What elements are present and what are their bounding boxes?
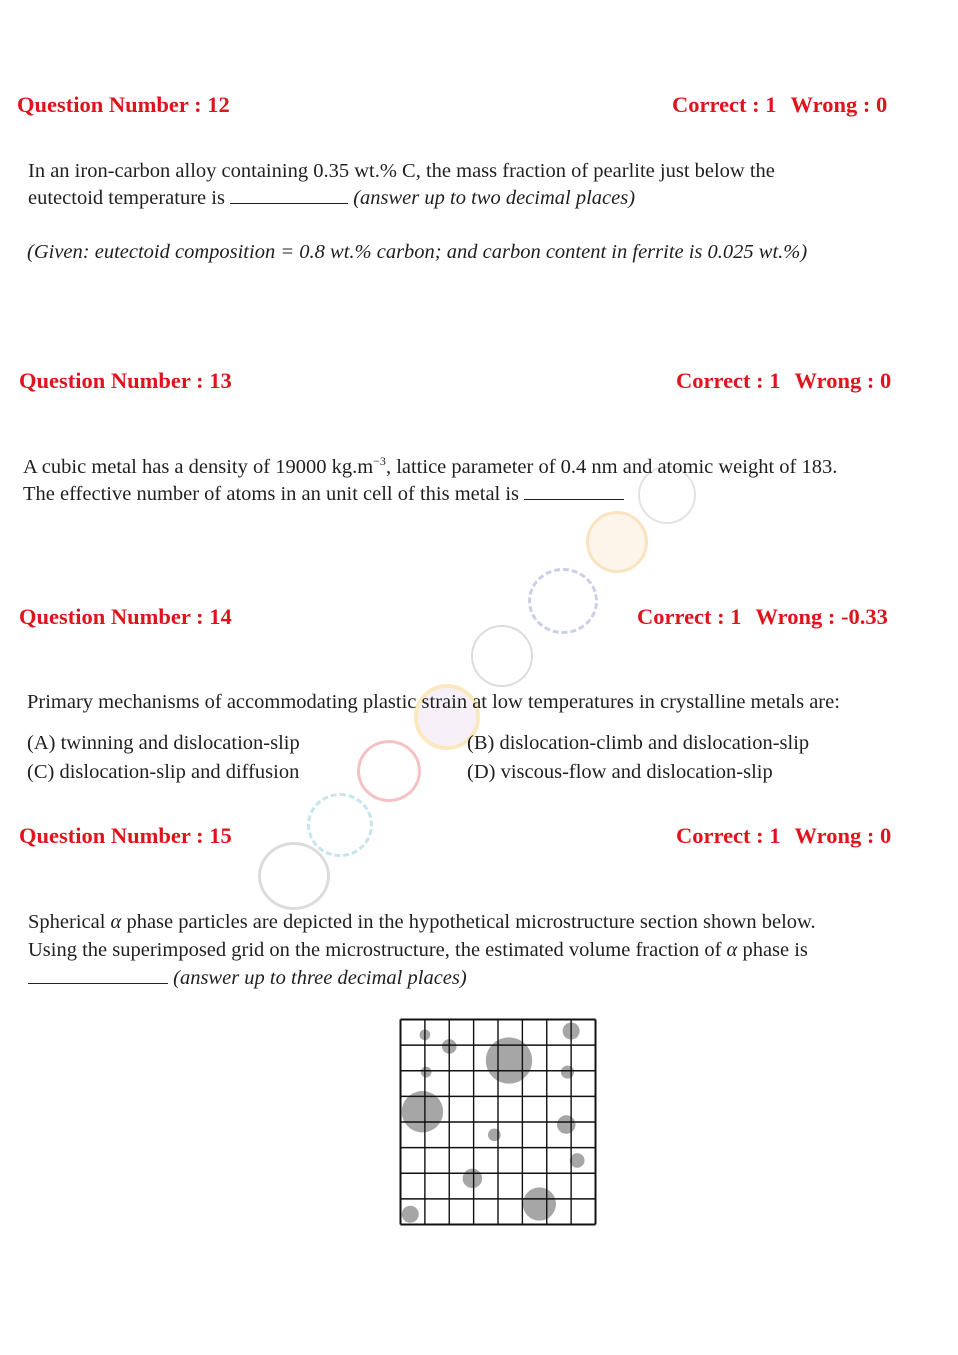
alpha-particle — [421, 1067, 432, 1078]
alpha-particle — [557, 1115, 576, 1134]
question-line-text: phase is — [737, 939, 808, 961]
question-13-header — [0, 368, 958, 398]
question-line — [23, 448, 837, 481]
question-12-text — [28, 158, 775, 212]
marks-info — [676, 368, 891, 394]
watermark-seal — [471, 625, 533, 687]
question-14-header — [0, 604, 958, 634]
option-c: (C) dislocation-slip and diffusion — [27, 761, 300, 783]
alpha-particle — [488, 1128, 501, 1141]
question-line-text: Spherical — [28, 911, 111, 933]
question-number: Question Number : 14 — [19, 604, 232, 629]
question-line — [28, 964, 816, 992]
given-text: (Given: eutectoid composition = 0.8 wt.% carbon; and carbon content in ferrite is 0.025 wt.%) — [27, 241, 808, 263]
wrong-marks: Wrong : 0 — [794, 823, 892, 848]
alpha-symbol: α — [110, 911, 122, 933]
marks-info — [676, 823, 891, 849]
question-12-given — [27, 239, 807, 266]
question-line-text: , lattice parameter of 0.4 nm and atomic weight of 183. — [385, 455, 838, 478]
microstructure-grid-figure — [399, 1018, 597, 1226]
answer-blank — [524, 481, 624, 500]
answer-hint: (answer up to two decimal places) — [353, 187, 636, 209]
question-line — [23, 481, 837, 508]
option-d: (D) viscous-flow and dislocation-slip — [467, 761, 773, 783]
wrong-marks: Wrong : 0 — [790, 92, 888, 117]
alpha-symbol: α — [726, 939, 738, 961]
alpha-particle — [523, 1187, 556, 1220]
question-number: Question Number : 15 — [19, 823, 232, 848]
option-b: (B) dislocation-climb and dislocation-slip — [467, 732, 810, 754]
question-line — [28, 908, 816, 936]
answer-blank — [230, 185, 348, 204]
alpha-particle — [463, 1169, 483, 1189]
wrong-marks: Wrong : -0.33 — [755, 604, 888, 629]
correct-marks: Correct : 1 — [676, 368, 781, 393]
answer-blank — [28, 965, 168, 984]
question-line — [28, 185, 775, 212]
question-line-text: Using the superimposed grid on the microstructure, the estimated volume fraction of — [28, 939, 727, 961]
correct-marks: Correct : 1 — [637, 604, 742, 629]
question-line-text: eutectoid temperature is — [28, 187, 225, 209]
question-13-text — [23, 448, 837, 508]
alpha-particle — [402, 1206, 419, 1223]
question-line: In an iron-carbon alloy containing 0.35 wt.% C, the mass fraction of pearlite just below the — [28, 160, 775, 182]
exponent: −3 — [373, 454, 386, 468]
question-15-text — [28, 908, 816, 992]
marks-info — [672, 92, 887, 118]
option-a: (A) twinning and dislocation-slip — [27, 732, 300, 754]
alpha-particle — [570, 1153, 585, 1168]
alpha-particle — [402, 1091, 443, 1132]
question-line — [28, 936, 816, 964]
watermark-seal — [357, 740, 421, 802]
alpha-particle — [486, 1037, 532, 1083]
alpha-particle — [561, 1065, 574, 1078]
question-number: Question Number : 13 — [19, 368, 232, 393]
question-line-text: phase particles are depicted in the hypothetical microstructure section shown below. — [121, 911, 816, 933]
watermark-seal — [586, 511, 648, 573]
answer-hint: (answer up to three decimal places) — [173, 967, 467, 989]
correct-marks: Correct : 1 — [676, 823, 781, 848]
question-line-text: The effective number of atoms in an unit cell of this metal is — [23, 482, 520, 505]
correct-marks: Correct : 1 — [672, 92, 777, 117]
question-12-header — [0, 92, 958, 122]
question-15-header — [0, 823, 958, 853]
wrong-marks: Wrong : 0 — [794, 368, 892, 393]
question-14-stem: Primary mechanisms of accommodating plastic strain at low temperatures in crystalline metals are: — [27, 691, 840, 713]
question-line-text: A cubic metal has a density of 19000 kg.m — [23, 455, 374, 478]
question-number: Question Number : 12 — [17, 92, 230, 117]
marks-info — [637, 604, 888, 630]
